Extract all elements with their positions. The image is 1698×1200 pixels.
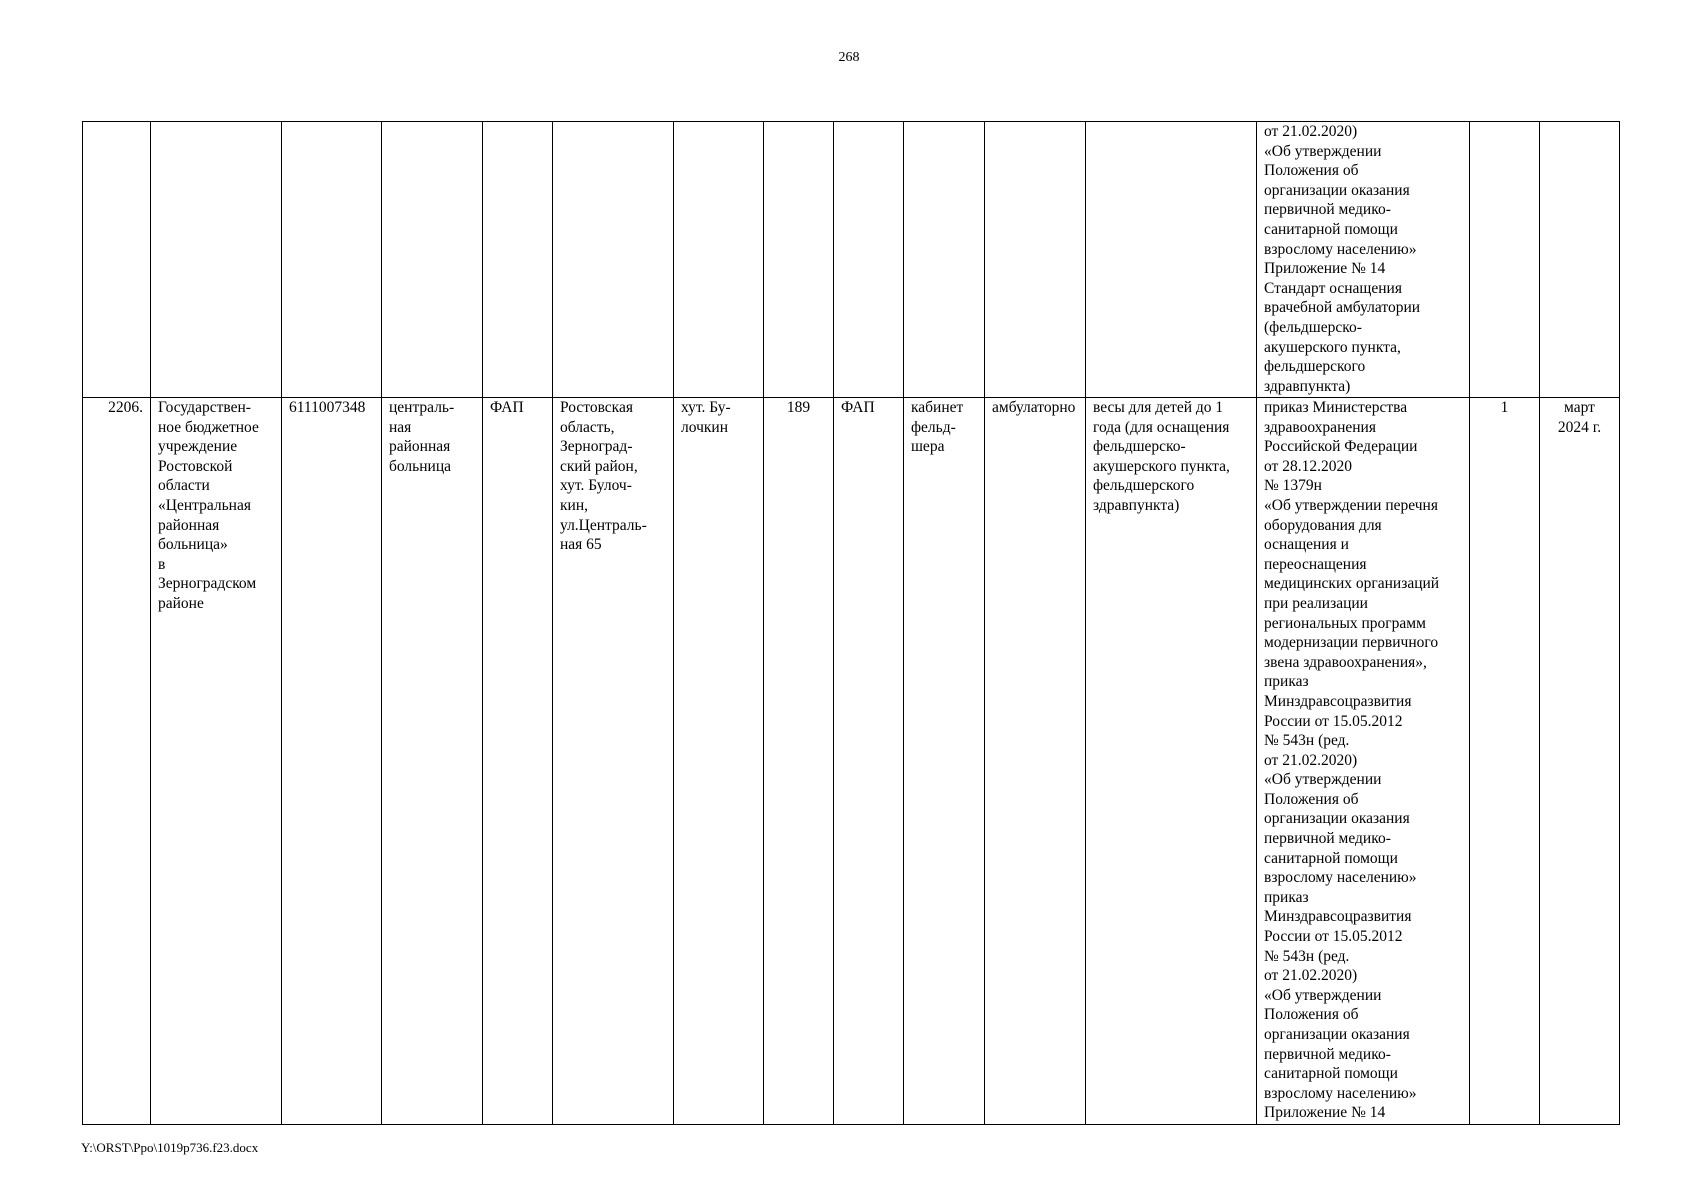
cell-room: кабинет фельд- шера [904,398,985,1125]
cell-unit-type: ФАП [483,398,553,1125]
cell-subdivision [834,122,904,398]
cell-equipment: весы для детей до 1 года (для оснащения фельдшерско- акушерского пункта, фельдшерского здравпункта) [1086,398,1257,1125]
equipment-table [82,121,1620,1125]
cell-organization: Государствен- ное бюджетное учреждение Ростовской области «Центральная районная больница» в Зерноградском районе [151,398,282,1125]
footer-file-path: Y:\ORST\Ppo\1019p736.f23.docx [81,1140,259,1155]
cell-date: март 2024 г. [1540,398,1620,1125]
cell-regulation: приказ Министерства здравоохранения Российской Федерации от 28.12.2020 № 1379н «Об утверждении перечня оборудования для оснащения и переоснащения медицинских организаций при реализации региональных программ модернизации первичного звена здравоохранения», приказ Минздравсоцразвития России от 15.05.2012 № 543н (ред. от 21.02.2020) «Об утверждении Положения об организации оказания первичной медико- санитарной помощи взрослому населению» приказ Минздравсоцразвития России от 15.05.2012 № 543н (ред. от 21.02.2020) «Об утверждении Положения об организации оказания первичной медико- санитарной помощи взрослому населению» Приложение № 14 [1257,398,1470,1125]
cell-organization [151,122,282,398]
cell-org-type [382,122,483,398]
cell-address [553,122,674,398]
table-row [83,122,1620,398]
page-number: 268 [838,50,860,65]
cell-address: Ростовская область, Зерноград- ский район, хут. Булоч- кин, ул.Централь- ная 65 [553,398,674,1125]
cell-regulation: от 21.02.2020) «Об утверждении Положения об организации оказания первичной медико- санитарной помощи взрослому населению» Приложение № 14 Стандарт оснащения врачебной амбулатории (фельдшерско- акушерского пункта, фельдшерского здравпункта) [1257,122,1470,398]
cell-quantity: 1 [1470,398,1540,1125]
cell-subdivision: ФАП [834,398,904,1125]
cell-inn [282,122,382,398]
table-row [83,398,1620,1125]
cell-population: 189 [764,398,834,1125]
cell-equipment [1086,122,1257,398]
cell-care-type [985,122,1086,398]
cell-number [83,122,151,398]
cell-room [904,122,985,398]
cell-inn: 6111007348 [282,398,382,1125]
cell-population [764,122,834,398]
cell-date [1540,122,1620,398]
cell-settlement: хут. Бу- лочкин [674,398,764,1125]
cell-quantity [1470,122,1540,398]
cell-settlement [674,122,764,398]
cell-org-type: централь- ная районная больница [382,398,483,1125]
cell-number: 2206. [83,398,151,1125]
cell-unit-type [483,122,553,398]
cell-care-type: амбулаторно [985,398,1086,1125]
